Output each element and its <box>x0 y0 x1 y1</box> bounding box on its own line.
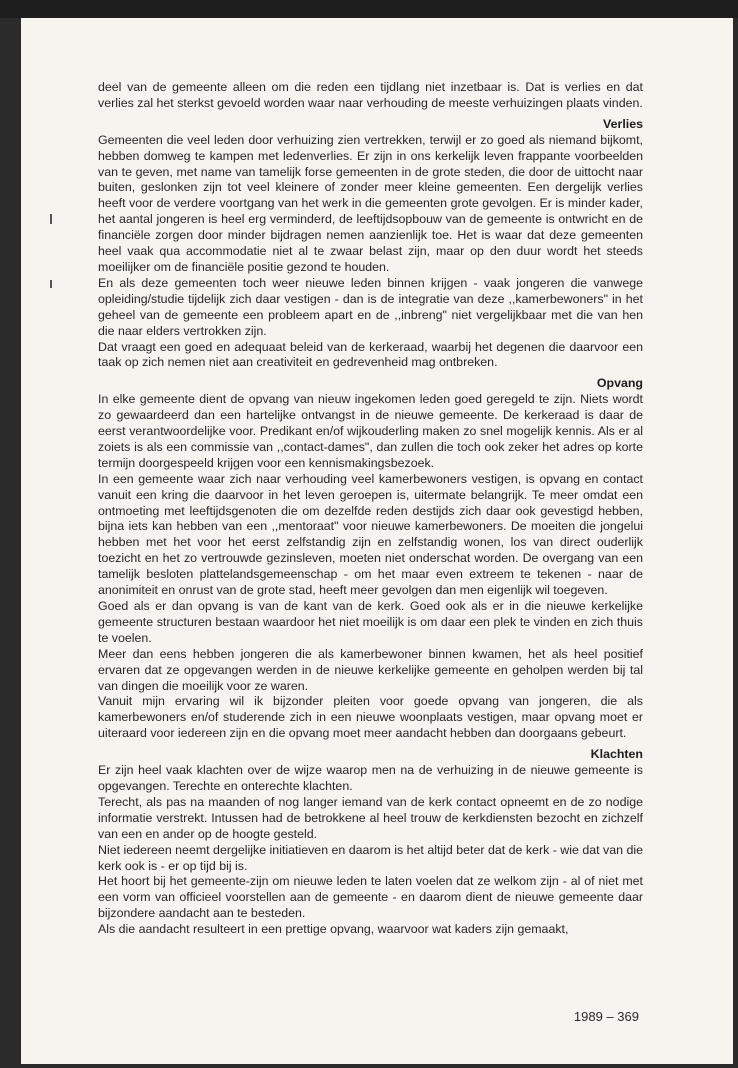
intro-paragraph: deel van de gemeente alleen om die reden een tijdlang niet inzetbaar is. Dat is verlies en dat verlies zal het sterkst gevoeld worden waar naar verhouding de meeste verhuizingen plaats vinden. <box>98 80 643 110</box>
paragraph: En als deze gemeenten toch weer nieuwe leden binnen krijgen - vaak jongeren die vanwege opleiding/studie tijdelijk zich daar vestigen - dan is de integratie van deze ,,kamerbewoners" in het geheel van de gemeente een probleem apart en de ,,inbreng" niet vergelijkbaar met die van hen die naar elders vertrokken zijn. <box>98 275 643 338</box>
scan-margin-mark <box>50 214 52 224</box>
document-page <box>21 18 733 1064</box>
section-heading-klachten: Klachten <box>590 747 643 762</box>
paragraph: Meer dan eens hebben jongeren die als kamerbewoner binnen kwamen, het als heel positief ervaren dat ze opgevangen werden in de nieuwe kerkelijke gemeente en geholpen werden bij tal van dingen die moeilijk voor ze waren. <box>98 646 643 693</box>
body-text <box>98 80 643 938</box>
paragraph: Goed als er dan opvang is van de kant van de kerk. Goed ook als er in die nieuwe kerkelijke gemeente structuren bestaan waardoor het niet moeilijk is om daar een plek te vinden en zich thuis te voelen. <box>98 599 643 645</box>
scan-margin-mark <box>50 280 52 288</box>
scan-top-edge <box>0 0 738 18</box>
section-heading-opvang: Opvang <box>596 376 643 391</box>
paragraph: In een gemeente waar zich naar verhouding veel kamerbewoners vestigen, is opvang en contact vanuit een kring die daarvoor in het leven geroepen is, uitermate belangrijk. Te meer omdat een ontmoeting met leeftijdsgenoten die om dezelfde reden destijds zich daar ook gevestigd hebben, bijna iets kan hebben van een ,,mentoraat" voor nieuwe kamerbewoners. De moeiten die jongelui hebben met het voor het eerst zelfstandig zijn en zelfstandig wonen, los van direct ouderlijk toezicht en het zo vertrouwde gezinsleven, moeten niet onderschat worden. De overgang van een tamelijk besloten plattelandsgemeenschap - om het maar even extreem te tekenen - naar de anonimiteit en onrust van de grote stad, heeft meer gevolgen dan men eigenlijk wil toegeven. <box>98 471 643 598</box>
paragraph: Vanuit mijn ervaring wil ik bijzonder pleiten voor goede opvang van jongeren, die als kamerbewoners en/of studerende zich in een nieuwe woonplaats vestigen, maar opvang moet er uiteraard voor iedereen zijn en die opvang moet meer aandacht hebben dan doorgaans gebeurt. <box>98 694 643 741</box>
paragraph: Als die aandacht resulteert in een prettige opvang, waarvoor wat kaders zijn gemaakt, <box>98 922 569 937</box>
paragraph: Er zijn heel vaak klachten over de wijze waarop men na de verhuizing in de nieuwe gemeente is opgevangen. Terechte en onterechte klachten. <box>98 763 643 793</box>
paragraph: Het hoort bij het gemeente-zijn om nieuwe leden te laten voelen dat ze welkom zijn - al of niet met een vorm van officieel voorstellen aan de gemeente - en daarom dient de nieuwe gemeente daar bijzondere aandacht aan te besteden. <box>98 874 643 921</box>
paragraph: Terecht, als pas na maanden of nog langer iemand van de kerk contact opneemt en de zo nodige informatie verstrekt. Intussen had de betrokkene al heel trouw de kerkdiensten bezocht en zichzelf van een en ander op de hoogte gesteld. <box>98 794 643 841</box>
paragraph: Niet iedereen neemt dergelijke initiatieven en daarom is het altijd beter dat de kerk - wie dat van die kerk ook is - er op tijd bij is. <box>98 842 643 873</box>
paragraph: Gemeenten die veel leden door verhuizing zien vertrekken, terwijl er zo goed als niemand bijkomt, hebben domweg te kampen met ledenverlies. Er zijn in ons kerkelijk leven frappante voorbeelden van te geven, met name van tamelijk forse gemeenten in de grote steden, die door de uittocht naar buiten, geslonken zijn tot veel kleinere of zonder meer kleine gemeenten. Een dergelijk verlies heeft voor de verdere voortgang van het werk in die gemeenten grote gevolgen. Er is minder kader, het aantal jongeren is heel erg verminderd, de leeftijdsopbouw van de gemeente is ontwricht en de financiële zorgen door minder bijdragen nemen aanzienlijk toe. Het is waar dat deze gemeenten heel vaak qua accommodatie niet al te zwaar belast zijn, maar op den duur wordt het steeds moeilijker om de financiële positie gezond te houden. <box>98 132 643 274</box>
paragraph: In elke gemeente dient de opvang van nieuw ingekomen leden goed geregeld te zijn. Niets wordt zo gewaardeerd dan een hartelijke ontvangst in de nieuwe gemeente. De kerkeraad is daar de eerst verantwoordelijke voor. Predikant en/of wijkouderling maken zo snel mogelijk kennis. Als er al zoiets is als een commissie van ,,contact-dames", dan zullen die toch ook zeker het adres op korte termijn doorgespeeld krijgen voor een kennismakingsbezoek. <box>98 392 643 470</box>
paragraph: Dat vraagt een goed en adequaat beleid van de kerkeraad, waarbij het degenen die daarvoor een taak op zich nemen niet aan creativiteit en gedrevenheid mag ontbreken. <box>98 339 643 370</box>
section-heading-verlies: Verlies <box>603 116 643 131</box>
page-number: 1989 – 369 <box>573 1009 639 1024</box>
